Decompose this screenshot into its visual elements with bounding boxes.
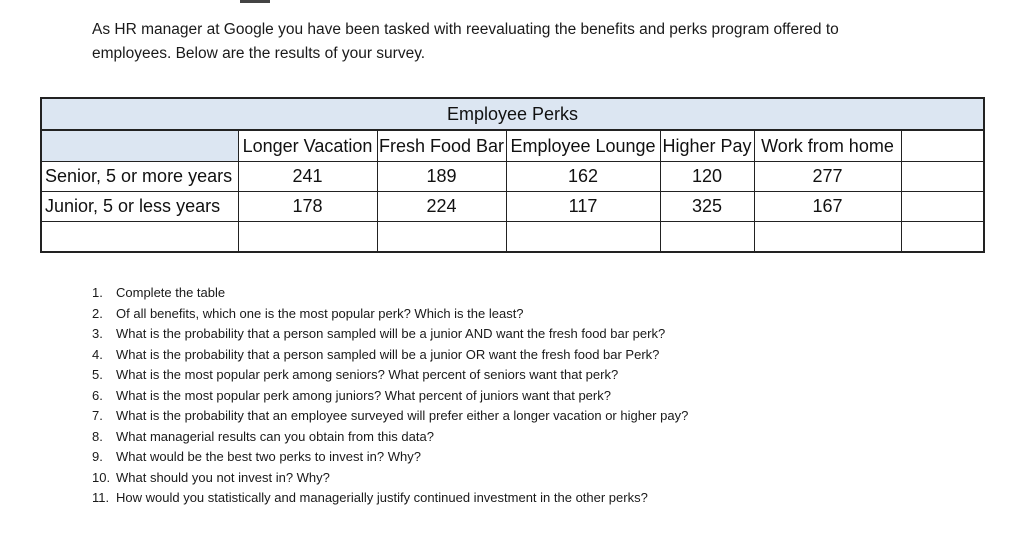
question-text: What is the probability that a person sampled will be a junior AND want the fresh food bar perk?: [116, 326, 666, 341]
question-text: What is the probability that a person sampled will be a junior OR want the fresh food bar Perk?: [116, 346, 660, 362]
empty-cell: [238, 222, 377, 253]
column-header: Work from home: [754, 130, 901, 162]
question-number: 2.: [92, 305, 103, 321]
row-label: Senior, 5 or more years: [41, 162, 238, 192]
list-item: [92, 406, 688, 427]
intro-paragraph: As HR manager at Google you have been tasked with reevaluating the benefits and perks program offered to employees. Below are the results of your survey.: [92, 21, 839, 62]
empty-cell: [901, 192, 984, 222]
empty-cell: [41, 222, 238, 253]
question-text: How would you statistically and managerially justify continued investment in the other perks?: [116, 490, 648, 505]
table-title-row: [41, 98, 984, 130]
column-header: Employee Lounge: [506, 130, 660, 162]
list-item: [92, 386, 688, 407]
column-header: Longer Vacation: [238, 130, 377, 162]
table-cell: 224: [377, 192, 506, 222]
question-text: What managerial results can you obtain from this data?: [116, 428, 434, 444]
empty-cell: [754, 222, 901, 253]
list-item: [92, 488, 688, 509]
question-text: What would be the best two perks to invest in? Why?: [116, 449, 421, 464]
question-number: 4.: [92, 346, 103, 362]
column-header: Higher Pay: [660, 130, 754, 162]
question-number: 6.: [92, 387, 103, 403]
table-row: [41, 162, 984, 192]
table-cell: 325: [660, 192, 754, 222]
table-cell: 120: [660, 162, 754, 192]
question-number: 5.: [92, 367, 103, 382]
table-cell: 189: [377, 162, 506, 192]
empty-header-cell: [901, 130, 984, 162]
question-text: What is the most popular perk among seniors? What percent of seniors want that perk?: [116, 367, 619, 382]
list-item: [92, 447, 688, 468]
table-row: [41, 192, 984, 222]
question-number: 8.: [92, 428, 103, 444]
list-item: [92, 468, 688, 489]
empty-cell: [901, 162, 984, 192]
table-cell: 117: [506, 192, 660, 222]
list-item: [92, 324, 688, 345]
row-label: Junior, 5 or less years: [41, 192, 238, 222]
list-item: [92, 365, 688, 386]
table-row-empty: [41, 222, 984, 253]
question-text: What should you not invest in? Why?: [116, 469, 330, 485]
table-header-row: [41, 130, 984, 162]
table-cell: 167: [754, 192, 901, 222]
employee-perks-table: [40, 97, 985, 253]
table-title: Employee Perks: [41, 98, 984, 130]
header-corner-cell: [41, 130, 238, 162]
question-text: Of all benefits, which one is the most popular perk? Which is the least?: [116, 305, 524, 321]
list-item: [92, 304, 688, 325]
column-header: Fresh Food Bar: [377, 130, 506, 162]
question-text: Complete the table: [116, 285, 226, 300]
question-text: What is the probability that an employee surveyed will prefer either a longer vacation or higher pay?: [116, 408, 689, 423]
list-item: [92, 283, 688, 304]
question-number: 3.: [92, 326, 103, 341]
table-cell: 162: [506, 162, 660, 192]
question-number: 9.: [92, 449, 103, 464]
empty-cell: [506, 222, 660, 253]
question-number: 11.: [92, 490, 110, 505]
question-number: 10.: [92, 469, 111, 485]
table-cell: 241: [238, 162, 377, 192]
list-item: [92, 345, 688, 366]
list-item: [92, 427, 688, 448]
question-number: 7.: [92, 408, 103, 423]
empty-cell: [901, 222, 984, 253]
empty-cell: [660, 222, 754, 253]
question-list: [92, 283, 688, 509]
question-text: What is the most popular perk among juniors? What percent of juniors want that perk?: [116, 387, 611, 403]
empty-cell: [377, 222, 506, 253]
table-cell: 277: [754, 162, 901, 192]
question-number: 1.: [92, 285, 103, 300]
table-cell: 178: [238, 192, 377, 222]
cropped-text-fragment: [240, 0, 270, 3]
